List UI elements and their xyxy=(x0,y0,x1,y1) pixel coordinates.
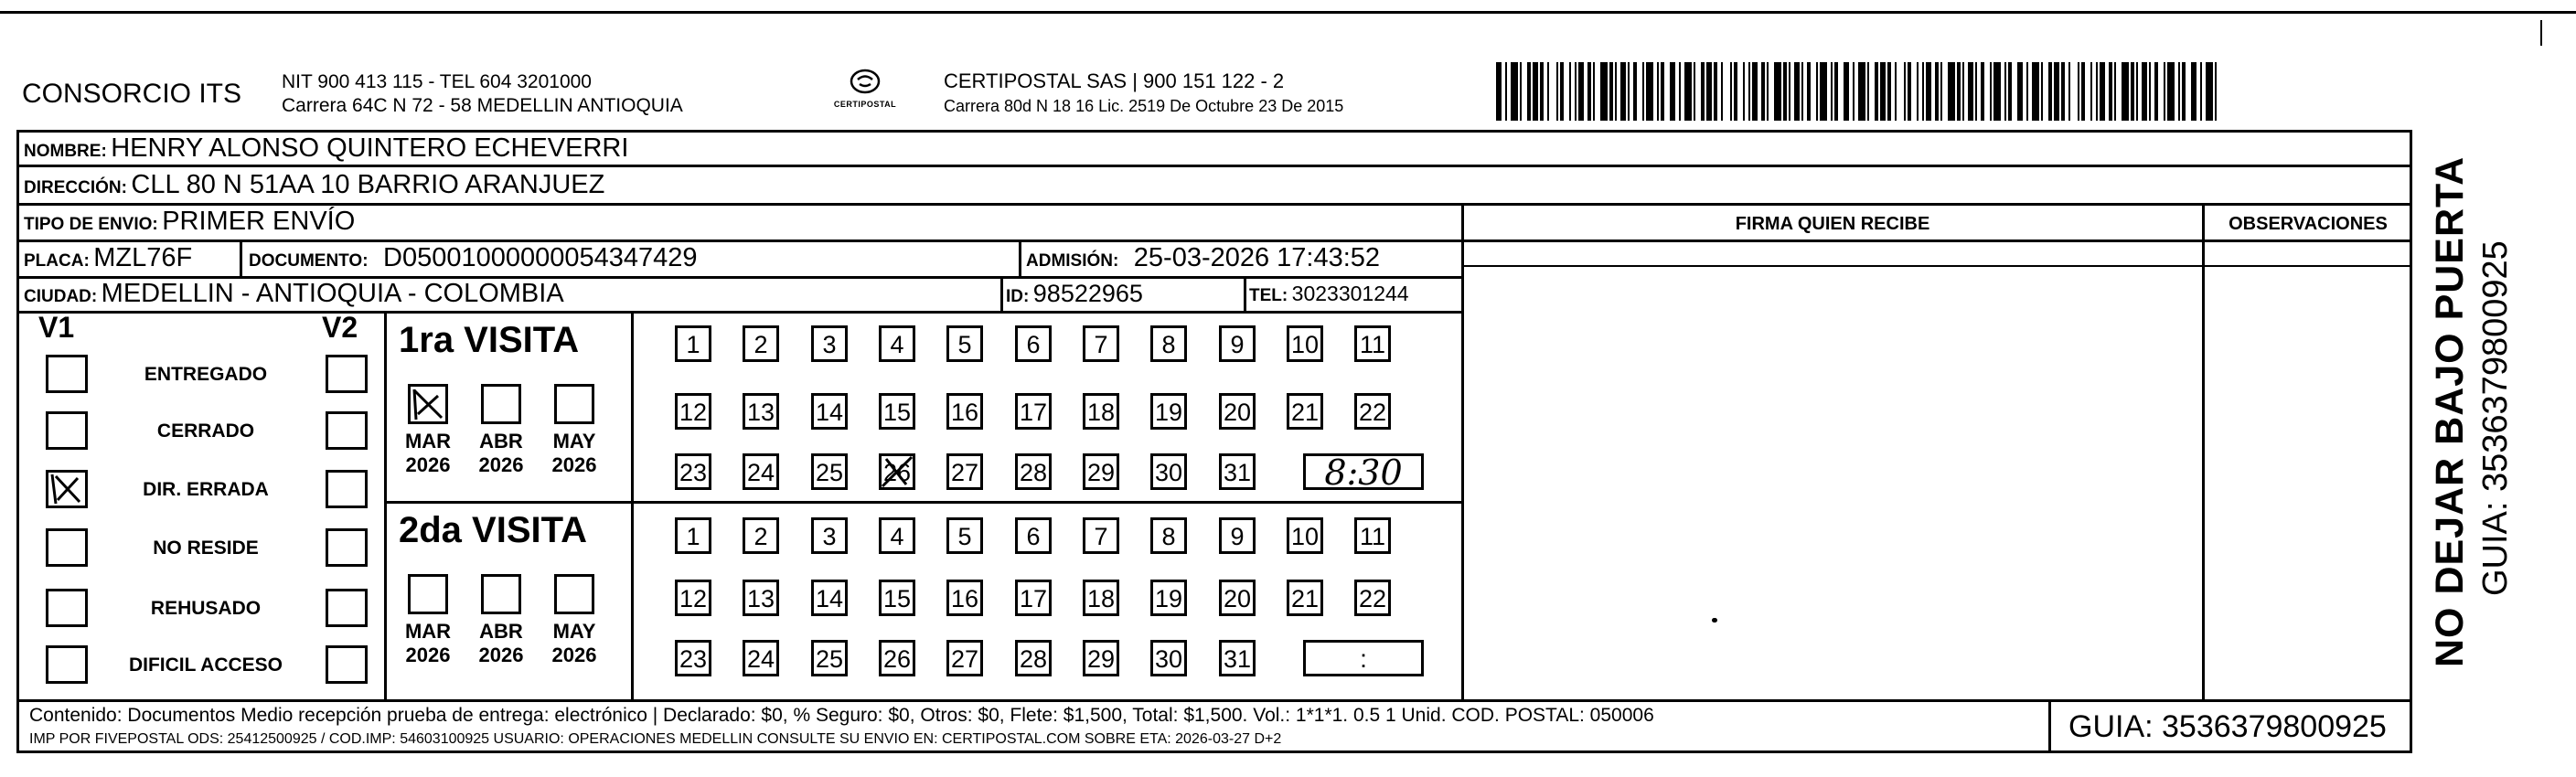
top-right-mark xyxy=(2540,20,2542,46)
footer-top-line xyxy=(16,699,2412,702)
barcode-bar xyxy=(1993,62,2001,121)
day-box[interactable]: 31 xyxy=(1219,453,1256,490)
admision-sep xyxy=(1019,239,1021,276)
day-box[interactable]: 27 xyxy=(946,640,983,676)
day-box[interactable]: 7 xyxy=(1083,325,1119,362)
firma-header: FIRMA QUIEN RECIBE xyxy=(1735,214,1930,234)
barcode-bar xyxy=(2070,62,2078,121)
day-box[interactable]: 6 xyxy=(1015,325,1052,362)
v1-checkbox[interactable] xyxy=(46,645,88,684)
footer-guia-line xyxy=(2048,699,2051,753)
row-line-1 xyxy=(16,165,2412,167)
day-box[interactable]: 29 xyxy=(1083,453,1119,490)
day-box[interactable]: 30 xyxy=(1150,453,1187,490)
v1-checkbox[interactable] xyxy=(46,589,88,627)
placa-sep xyxy=(240,239,242,276)
logo-mark-icon xyxy=(845,68,885,95)
status-label: DIR. ERRADA xyxy=(143,479,269,500)
placa-value: MZL76F xyxy=(93,243,193,272)
handwritten-time[interactable]: 8:30 xyxy=(1303,453,1424,490)
v2-checkbox[interactable] xyxy=(326,645,368,684)
month-label: MAY 2026 xyxy=(551,620,597,666)
v1-checkbox[interactable] xyxy=(46,411,88,450)
v2-checkbox[interactable] xyxy=(326,411,368,450)
day-box[interactable]: 14 xyxy=(811,580,848,616)
v1-checkbox[interactable] xyxy=(46,528,88,567)
tel-value: 3023301244 xyxy=(1291,282,1409,305)
id-value: 98522965 xyxy=(1032,280,1143,307)
day-box[interactable]: 11 xyxy=(1354,517,1391,554)
side-guia: GUIA: 3536379800925 xyxy=(2476,240,2515,596)
v1-header: V1 xyxy=(38,311,75,344)
status-label: ENTREGADO xyxy=(144,364,268,385)
smudge-dot xyxy=(1712,618,1717,623)
documento-cell xyxy=(249,243,698,273)
admision-label: ADMISIÓN: xyxy=(1026,251,1119,271)
day-box[interactable]: 24 xyxy=(743,453,779,490)
day-box[interactable]: 14 xyxy=(811,393,848,430)
footer-contenido: Contenido: Documentos Medio recepción prueba de entrega: electrónico | Declarado: $0, % Seguro: $0, Otros: $0, Flete: $1,500, Total: $1,500. Vol.: 1*1*1. 0.5 1 Unid. COD. POSTAL: 050006 xyxy=(29,705,1654,726)
day-box[interactable]: 22 xyxy=(1354,393,1391,430)
barcode-bar xyxy=(2167,62,2175,121)
barcode-bar xyxy=(1723,62,1730,121)
day-box[interactable]: 13 xyxy=(743,393,779,430)
handwritten-check-icon xyxy=(411,387,445,421)
nombre-row xyxy=(24,133,628,164)
row-line-5 xyxy=(16,311,1463,314)
day-box[interactable]: 19 xyxy=(1150,393,1187,430)
direccion-value: CLL 80 N 51AA 10 BARRIO ARANJUEZ xyxy=(131,170,605,199)
barcode-bar xyxy=(1858,62,1865,121)
day-box[interactable]: 2 xyxy=(743,517,779,554)
nombre-value: HENRY ALONSO QUINTERO ECHEVERRI xyxy=(111,133,629,163)
day-box[interactable]: 1 xyxy=(675,517,711,554)
day-box[interactable]: 24 xyxy=(743,640,779,676)
tel-sep xyxy=(1244,276,1246,311)
firma-left-line xyxy=(1461,203,1464,701)
time-field[interactable]: : xyxy=(1303,640,1424,676)
day-box[interactable]: 8 xyxy=(1150,325,1187,362)
day-box[interactable]: 20 xyxy=(1219,580,1256,616)
barcode-bar xyxy=(1897,62,1904,121)
direccion-label: DIRECCIÓN: xyxy=(24,178,127,197)
v2-checkbox[interactable] xyxy=(326,470,368,508)
tel-cell xyxy=(1249,282,1409,306)
tipo-row xyxy=(24,207,355,237)
visit-sep xyxy=(631,311,634,699)
ciudad-value: MEDELLIN - ANTIOQUIA - COLOMBIA xyxy=(101,279,564,308)
month-checkbox-abr[interactable] xyxy=(481,574,521,614)
month-label: ABR 2026 xyxy=(478,620,524,666)
ciudad-cell xyxy=(24,279,564,309)
day-box[interactable]: 16 xyxy=(946,580,983,616)
day-box[interactable]: 23 xyxy=(675,453,711,490)
day-box[interactable]: 27 xyxy=(946,453,983,490)
day-box[interactable]: 28 xyxy=(1015,640,1052,676)
day-box[interactable]: 25 xyxy=(811,453,848,490)
observaciones-header: OBSERVACIONES xyxy=(2229,214,2388,234)
day-box[interactable]: 28 xyxy=(1015,453,1052,490)
barcode-bar xyxy=(1948,62,1955,121)
company-address: Carrera 64C N 72 - 58 MEDELLIN ANTIOQUIA xyxy=(282,95,683,116)
first-visit-title: 1ra VISITA xyxy=(399,320,580,360)
visit-divider xyxy=(384,501,1463,504)
direccion-row xyxy=(24,170,604,200)
month-checkbox-may[interactable] xyxy=(554,574,594,614)
ciudad-label: CIUDAD: xyxy=(24,287,98,306)
barcode-bar xyxy=(2206,62,2213,121)
day-box[interactable]: 29 xyxy=(1083,640,1119,676)
day-box[interactable]: 21 xyxy=(1287,393,1323,430)
day-box[interactable]: 18 xyxy=(1083,393,1119,430)
row-line-3 xyxy=(16,239,2412,242)
admision-cell xyxy=(1026,243,1380,273)
day-box[interactable]: 15 xyxy=(879,580,915,616)
month-checkbox-mar[interactable] xyxy=(408,574,448,614)
day-box[interactable]: 20 xyxy=(1219,393,1256,430)
status-label: CERRADO xyxy=(156,420,255,442)
day-box[interactable]: 1 xyxy=(675,325,711,362)
admision-value: 25-03-2026 17:43:52 xyxy=(1133,243,1381,272)
handwritten-strike-icon xyxy=(879,453,915,490)
month-label: MAY 2026 xyxy=(551,430,597,476)
day-box[interactable]: 31 xyxy=(1219,640,1256,676)
documento-value: D05001000000054347429 xyxy=(383,243,698,272)
month-checkbox-may[interactable] xyxy=(554,384,594,424)
barcode-bar xyxy=(1511,62,1518,121)
day-box[interactable]: 3 xyxy=(811,325,848,362)
barcode-bar xyxy=(1820,62,1827,121)
barcode-bar xyxy=(1684,62,1692,121)
company-nit: NIT 900 413 115 - TEL 604 3201000 xyxy=(282,71,592,92)
month-checkbox-mar[interactable] xyxy=(408,384,448,424)
day-box[interactable]: 3 xyxy=(811,517,848,554)
day-box[interactable]: 9 xyxy=(1219,517,1256,554)
company-name: CONSORCIO ITS xyxy=(22,79,242,109)
barcode-bar xyxy=(2032,62,2039,121)
day-box[interactable]: 13 xyxy=(743,580,779,616)
v2-checkbox[interactable] xyxy=(326,528,368,567)
footer-guia: GUIA: 3536379800925 xyxy=(2068,709,2387,744)
side-warning: NO DEJAR BAJO PUERTA xyxy=(2428,155,2472,667)
month-label: ABR 2026 xyxy=(478,430,524,476)
id-label: ID: xyxy=(1006,287,1030,306)
day-box[interactable]: 12 xyxy=(675,580,711,616)
status-label: REHUSADO xyxy=(150,598,262,619)
footer-imp: IMP POR FIVEPOSTAL ODS: 25412500925 / COD.IMP: 54603100925 USUARIO: OPERACIONES MEDELLIN CONSULTE SU ENVIO EN: CERTIPOSTAL.COM SOBRE ETA: 2026-03-27 D+2 xyxy=(29,731,1282,747)
day-box[interactable]: 4 xyxy=(879,325,915,362)
day-box[interactable]: 11 xyxy=(1354,325,1391,362)
v2-header: V2 xyxy=(322,311,358,344)
day-box[interactable]: 10 xyxy=(1287,325,1323,362)
barcode-bar xyxy=(1774,62,1781,121)
row-line-2 xyxy=(16,203,2412,206)
certipostal-logo xyxy=(828,68,902,112)
month-label: MAR 2026 xyxy=(404,620,452,666)
id-sep xyxy=(1000,276,1003,311)
day-box[interactable]: 9 xyxy=(1219,325,1256,362)
day-box[interactable]: 15 xyxy=(879,393,915,430)
tel-label: TEL: xyxy=(1249,286,1288,305)
day-box[interactable]: 22 xyxy=(1354,580,1391,616)
v1-checkbox[interactable] xyxy=(46,355,88,393)
day-box[interactable]: 25 xyxy=(811,640,848,676)
carrier-name: CERTIPOSTAL SAS | 900 151 122 - 2 xyxy=(944,69,1285,92)
obs-left-line xyxy=(2202,203,2205,701)
day-box[interactable]: 17 xyxy=(1015,580,1052,616)
day-box[interactable]: 5 xyxy=(946,325,983,362)
barcode-bar xyxy=(2122,62,2129,121)
day-box[interactable]: 6 xyxy=(1015,517,1052,554)
day-box[interactable]: 8 xyxy=(1150,517,1187,554)
placa-label: PLACA: xyxy=(24,251,90,271)
id-cell xyxy=(1006,280,1143,308)
nombre-label: NOMBRE: xyxy=(24,142,107,161)
day-box[interactable]: 12 xyxy=(675,393,711,430)
day-box[interactable]: 16 xyxy=(946,393,983,430)
status-label: NO RESIDE xyxy=(153,538,259,559)
v2-checkbox[interactable] xyxy=(326,355,368,393)
day-box[interactable]: 19 xyxy=(1150,580,1187,616)
status-sep xyxy=(384,311,387,699)
day-box[interactable]: 26 xyxy=(879,453,915,490)
barcode-bar xyxy=(2217,62,2222,121)
v2-checkbox[interactable] xyxy=(326,589,368,627)
handwritten-check-icon xyxy=(48,473,85,506)
day-box[interactable]: 18 xyxy=(1083,580,1119,616)
day-box[interactable]: 23 xyxy=(675,640,711,676)
day-box[interactable]: 7 xyxy=(1083,517,1119,554)
barcode-bar xyxy=(1549,62,1556,121)
v1-checkbox[interactable] xyxy=(46,470,88,508)
tipo-label: TIPO DE ENVIO: xyxy=(24,215,158,234)
barcode-bar xyxy=(1600,62,1608,121)
tipo-value: PRIMER ENVÍO xyxy=(162,207,356,236)
status-label: DIFICIL ACCESO xyxy=(128,655,283,676)
carrier-license: Carrera 80d N 18 16 Lic. 2519 De Octubre 23 De 2015 xyxy=(944,97,1344,115)
day-box[interactable]: 21 xyxy=(1287,580,1323,616)
logo-text: CERTIPOSTAL xyxy=(833,100,897,109)
day-box[interactable]: 17 xyxy=(1015,393,1052,430)
day-box[interactable]: 4 xyxy=(879,517,915,554)
barcode-bar xyxy=(1646,62,1653,121)
barcode xyxy=(1496,62,2228,121)
second-visit-title: 2da VISITA xyxy=(399,510,587,550)
month-label: MAR 2026 xyxy=(404,430,452,476)
day-box[interactable]: 10 xyxy=(1287,517,1323,554)
placa-cell xyxy=(24,243,192,273)
documento-label: DOCUMENTO: xyxy=(249,251,369,271)
day-box[interactable]: 30 xyxy=(1150,640,1187,676)
top-border xyxy=(0,11,2576,14)
day-box[interactable]: 2 xyxy=(743,325,779,362)
day-box[interactable]: 26 xyxy=(879,640,915,676)
row-line-6 xyxy=(1463,265,2412,267)
day-box[interactable]: 5 xyxy=(946,517,983,554)
month-checkbox-abr[interactable] xyxy=(481,384,521,424)
